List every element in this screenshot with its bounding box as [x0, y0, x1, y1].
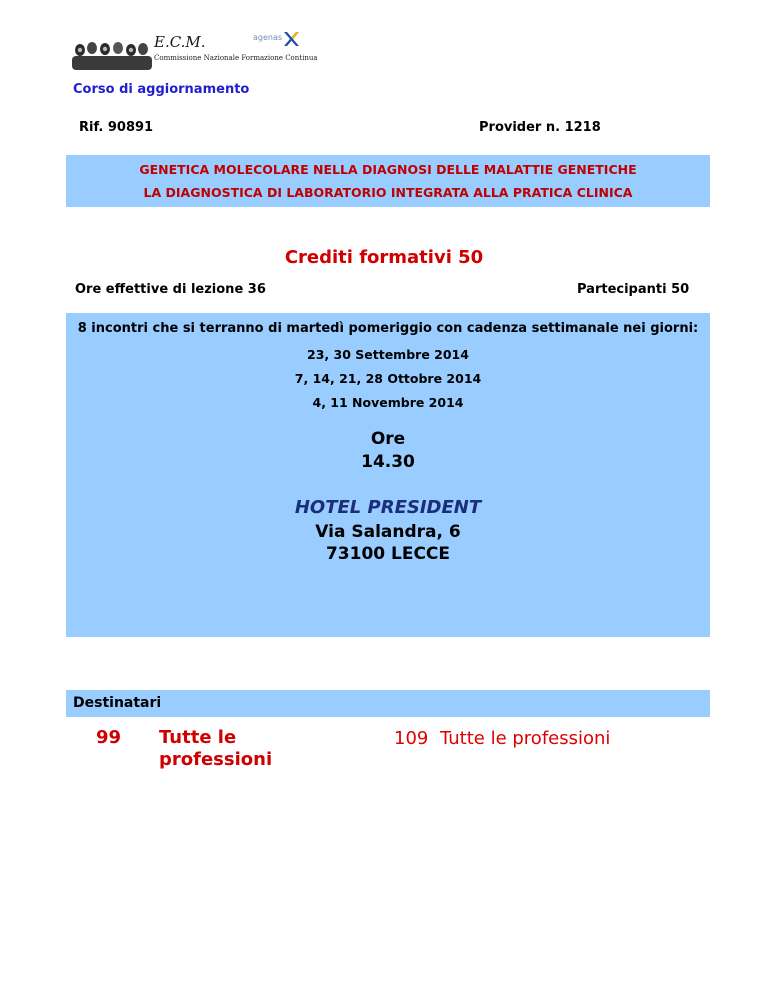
time-label: Ore: [370, 429, 406, 449]
ecm-logo: [72, 30, 318, 70]
venue-street: Via Salandra, 6: [315, 522, 461, 542]
agenas-x-icon: [282, 30, 300, 48]
agenas-label: agenas: [253, 33, 283, 42]
recipient-code: 99: [96, 727, 122, 748]
schedule-date-october: 7, 14, 21, 28 Ottobre 2014: [294, 371, 482, 386]
venue-city: 73100 LECCE: [325, 544, 451, 564]
course-title-line-2: LA DIAGNOSTICA DI LABORATORIO INTEGRATA ALLA PRATICA CLINICA: [143, 185, 633, 200]
recipient-profession: Tutte le professioni: [159, 727, 273, 770]
recipient-profession: Tutte le professioni: [440, 728, 611, 749]
lesson-hours: Ore effettive di lezione 36: [75, 282, 266, 297]
course-type: Corso di aggiornamento: [73, 82, 250, 97]
recipients-header: [66, 690, 710, 717]
schedule-date-november: 4, 11 Novembre 2014: [312, 395, 464, 410]
schedule-intro: 8 incontri che si terranno di martedì pomeriggio con cadenza settimanale nei giorni:: [77, 321, 699, 336]
provider-number: Provider n. 1218: [479, 120, 601, 135]
venue-name: HOTEL PRESIDENT: [294, 497, 482, 518]
course-title-box: [66, 155, 710, 207]
credits-heading: Crediti formativi 50: [284, 247, 484, 268]
participants-count: Partecipanti 50: [577, 282, 690, 297]
reference-number: Rif. 90891: [79, 120, 154, 135]
logo-title: E.C.M.: [154, 33, 206, 51]
time-value: 14.30: [361, 452, 415, 472]
course-title-line-1: GENETICA MOLECOLARE NELLA DIAGNOSI DELLE MALATTIE GENETICHE: [139, 162, 637, 177]
recipients-label: Destinatari: [73, 695, 162, 711]
recipient-code: 109: [394, 728, 429, 749]
schedule-date-september: 23, 30 Settembre 2014: [307, 347, 469, 362]
people-group-icon: [72, 40, 152, 70]
schedule-venue-box: [66, 313, 710, 637]
logo-subtitle: Commissione Nazionale Formazione Continua: [154, 54, 318, 62]
